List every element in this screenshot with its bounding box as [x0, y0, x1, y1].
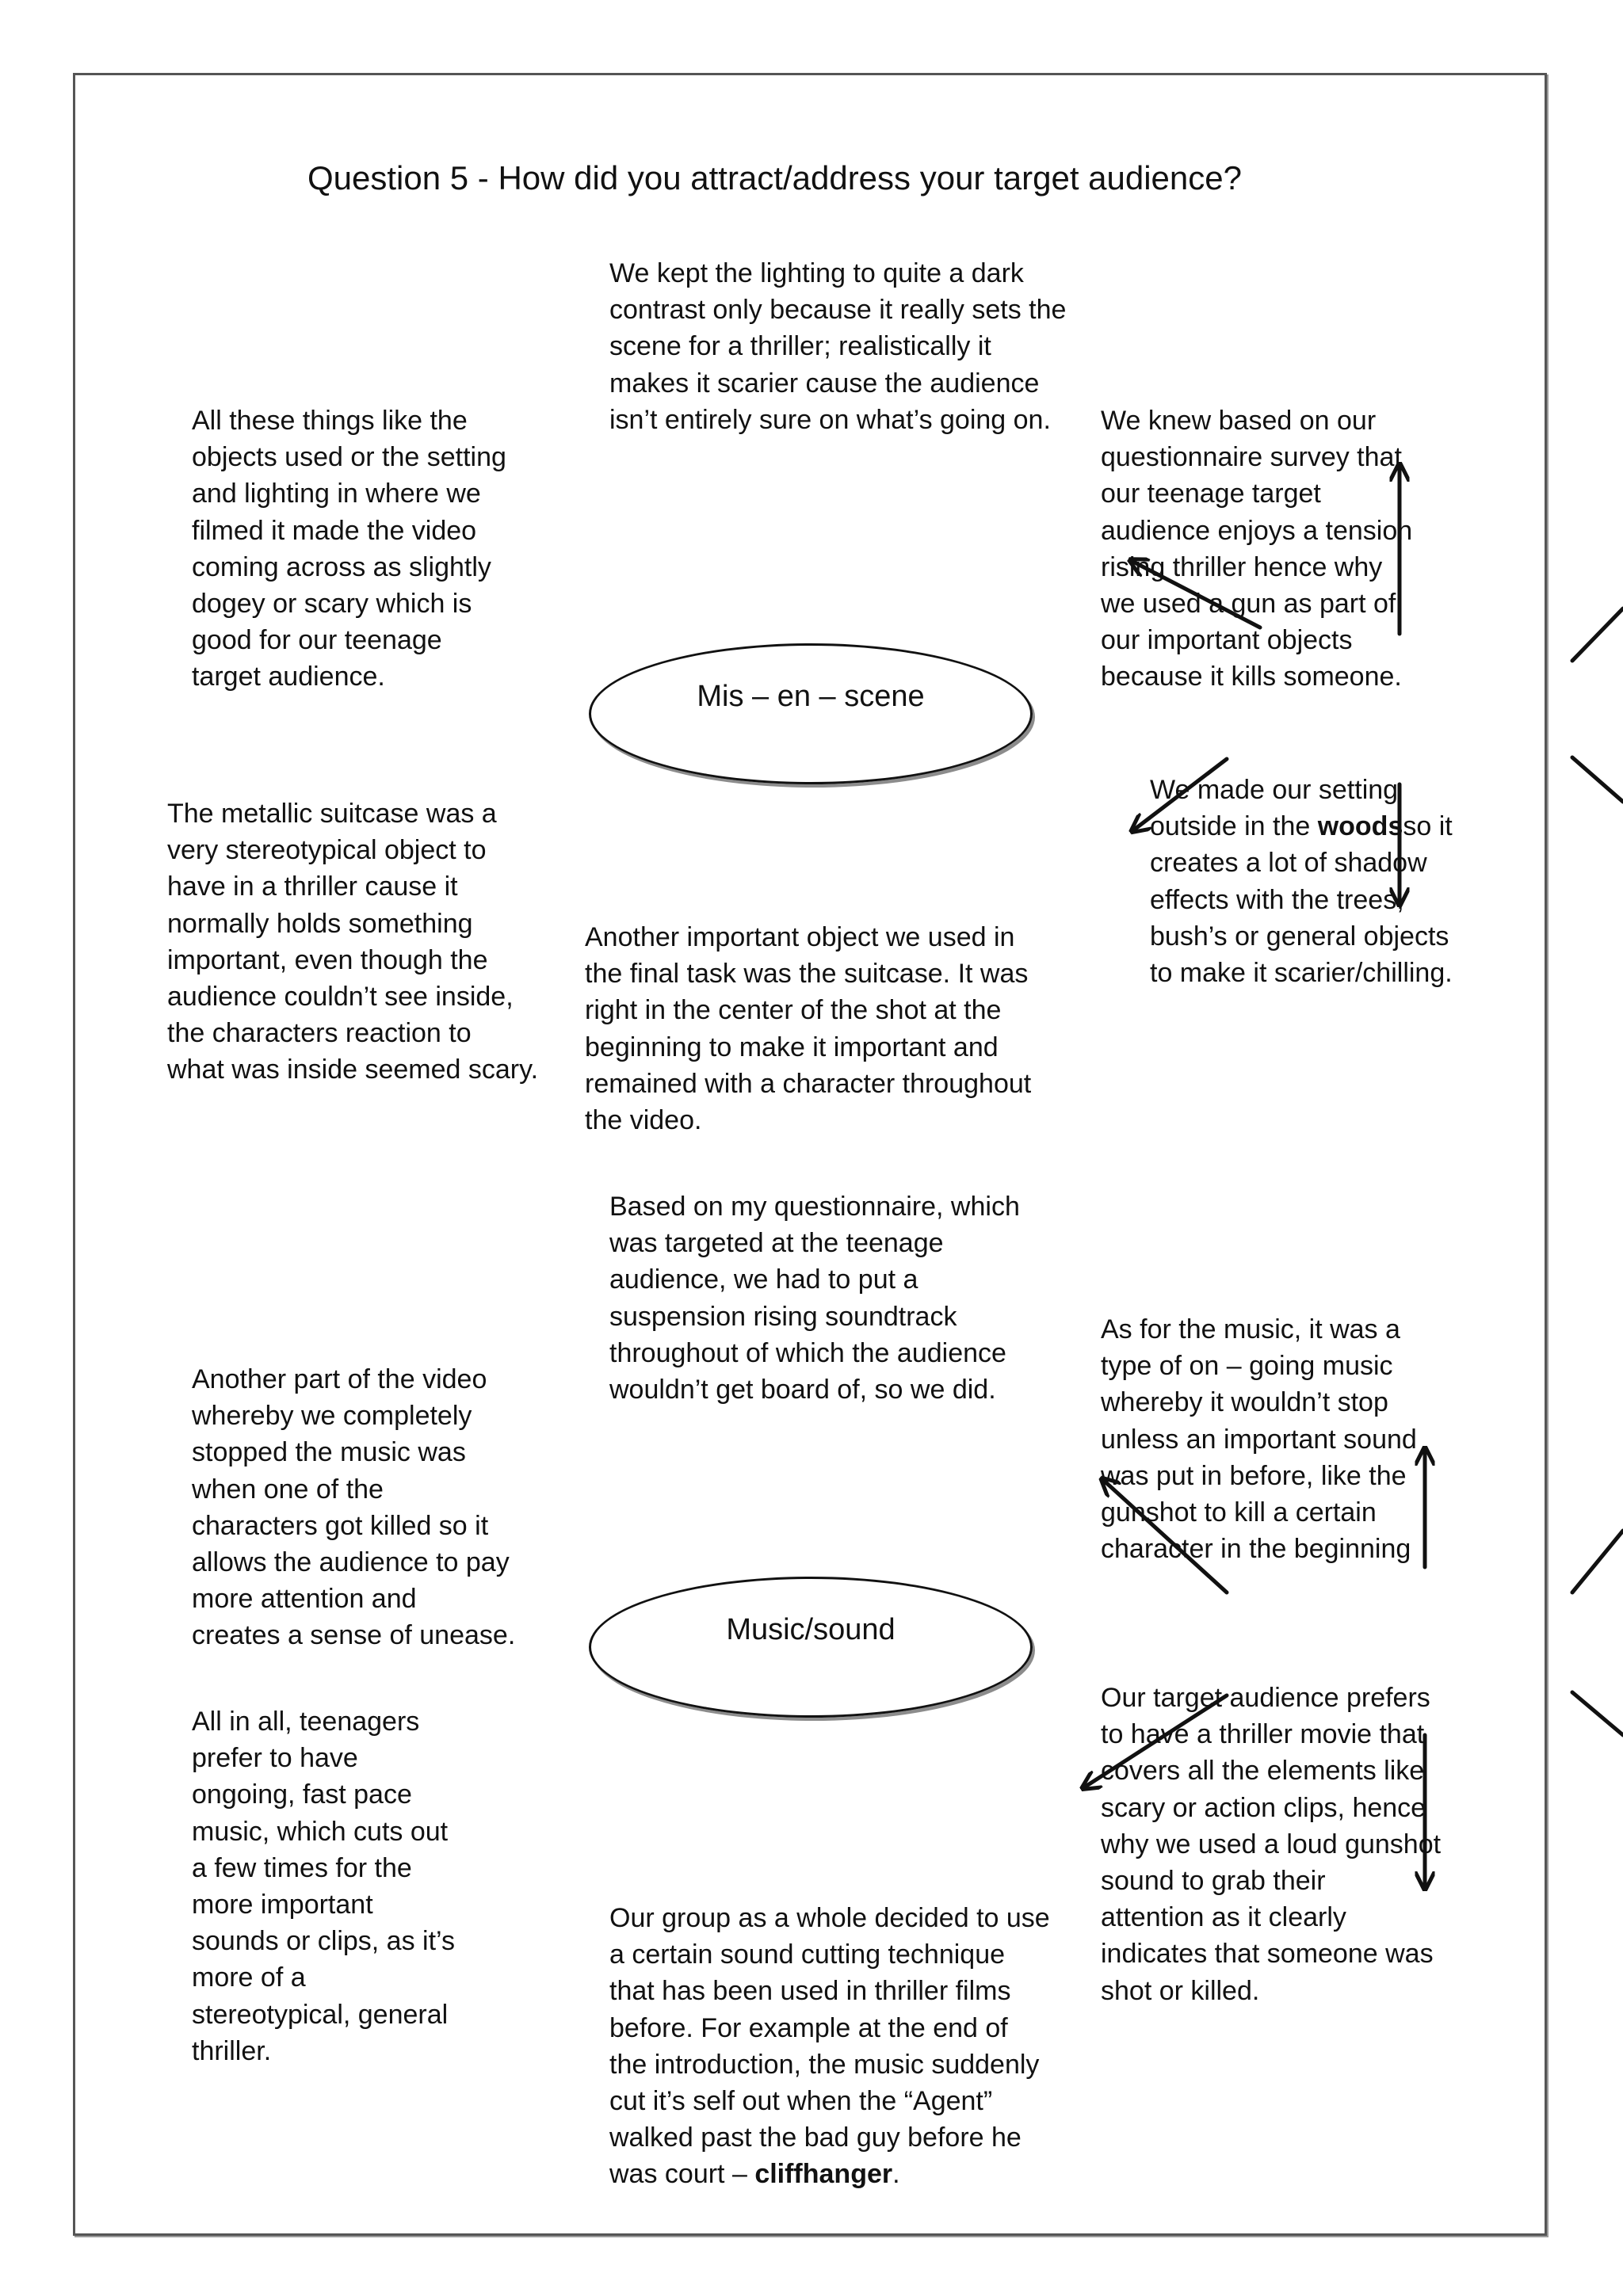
- edge-line-icon: [1572, 1692, 1623, 1735]
- page-title: Question 5 - How did you attract/address your target audience?: [307, 159, 1242, 196]
- cliffhanger-keyword: cliffhanger: [754, 2159, 893, 2190]
- ongoing-music-text: As for the music, it was a type of on – going music whereby it wouldn’t stop unless an important sound was put in before, like the gunshot to kill a certain character in the beginning: [1101, 1314, 1417, 1565]
- music-sound-label: Music/sound: [726, 1613, 896, 1646]
- mise-en-scene-label: Mis – en – scene: [697, 680, 925, 713]
- edge-line-icon: [1572, 1531, 1623, 1592]
- sound-cutting-text: [609, 1900, 1101, 2193]
- music-sound-bubble: [589, 1577, 1033, 1718]
- all-in-all-text: All in all, teenagers prefer to have ongoing, fast pace music, which cuts out a few times for the more important sounds or clips, as it’s more of a stereotypical, general thriller.: [192, 1707, 455, 2066]
- stopped-music-text: Another part of the video whereby we completely stopped the music was when one of the characters got killed so it allows the audience to pay more attention and creates a sense of unease.: [192, 1364, 516, 1651]
- woods-setting-text: [1150, 772, 1546, 991]
- metallic-suitcase-text: The metallic suitcase was a very stereotypical object to have in a thriller cause it normally holds something important, even though the audience couldn’t see inside, the characters reaction to what was inside seemed scary.: [167, 799, 539, 1085]
- woods-setting-text-start: We made our setting outside in the: [1150, 775, 1399, 842]
- objects-setting-text: All these things like the objects used or the setting and lighting in where we filmed it made the video coming across as slightly dogey or scary which is good for our teenage target audience.: [192, 406, 506, 692]
- lighting-text: We kept the lighting to quite a dark contrast only because it really sets the scene for a thriller; realistically it makes it scarier cause the audience isn’t entirely sure on what’s going on.: [609, 258, 1067, 435]
- edge-line-icon: [1572, 757, 1623, 802]
- sound-cutting-text-end: .: [892, 2159, 900, 2190]
- loud-gunshot-text: Our target audience prefers to have a thriller movie that covers all the elements like scary or action clips, hence why we used a loud gunshot sound to grab their attention as it clearly indicates that someone was shot or killed.: [1101, 1683, 1442, 2006]
- mise-en-scene-bubble: [589, 643, 1033, 784]
- suitcase-object-text: Another important object we used in the final task was the suitcase. It was right in the center of the shot at the beginning to make it important and remained with a character throughout the video.: [585, 922, 1032, 1136]
- questionnaire-gun-text: We knew based on our questionnaire survey that our teenage target audience enjoys a tension rising thriller hence why we used a gun as part of our important objects because it kills someone.: [1101, 406, 1413, 692]
- woods-setting-text-end: so it creates a lot of shadow effects with the trees, bush’s or general objects to make it scarier/chilling.: [1150, 811, 1453, 989]
- sound-cutting-text-start: Our group as a whole decided to use a certain sound cutting technique that has been used in thriller films before. For example at the end of the introduction, the music suddenly cut it’s self out when the “Agent” walked past the bad guy before he was court –: [609, 1903, 1050, 2190]
- edge-line-icon: [1572, 608, 1623, 661]
- woods-keyword: woods: [1317, 811, 1403, 842]
- soundtrack-text: Based on my questionnaire, which was targeted at the teenage audience, we had to put a suspension rising soundtrack throughout of which the audience wouldn’t get board of, so we did.: [609, 1192, 1020, 1405]
